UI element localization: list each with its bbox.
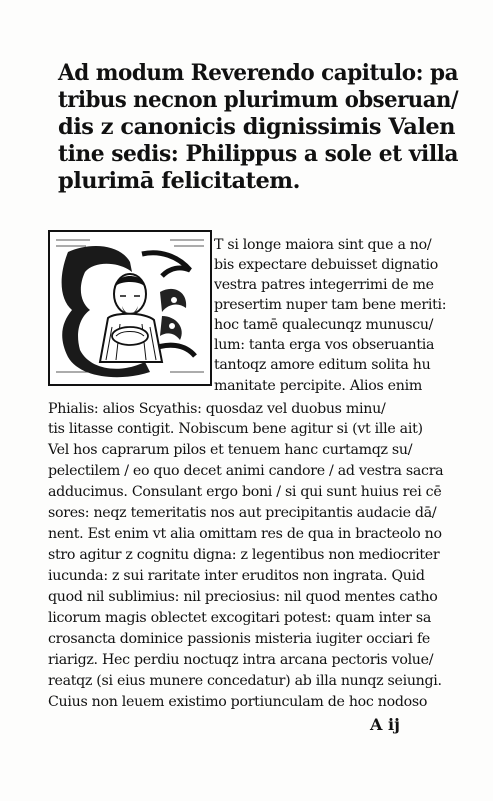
heading-line: dis z canonicis dignissimis Valen <box>58 114 456 140</box>
heading-line: Ad modum Reverendo capitulo: pa <box>58 60 459 86</box>
body-line: reatqz (si eius munere concedatur) ab illa nunqz seiungi. <box>48 673 442 689</box>
heading-line: tine sedis: Philippus a sole et villa <box>58 141 459 167</box>
dedication-heading <box>58 60 458 195</box>
body-line: manitate percipite. Alios enim <box>214 378 423 394</box>
body-line: adducimus. Consulant ergo boni / si qui sunt huius rei cē <box>48 484 442 500</box>
heading-line: tribus necnon plurimum obseruan/ <box>58 87 459 113</box>
body-line: licorum magis oblectet excogitari potest: quam inter sa <box>48 610 432 626</box>
body-line: pelectilem / eo quo decet animi candore / ad vestra sacra <box>48 463 444 479</box>
body-line: crosancta dominice passionis misteria iugiter occiari fe <box>48 631 430 647</box>
body-line: hoc tamē qualecunqz munuscu/ <box>214 317 434 333</box>
body-line: Cuius non leuem existimo portiunculam de hoc nodoso <box>48 694 428 710</box>
body-line: nent. Est enim vt alia omittam res de qua in bracteolo no <box>48 526 442 542</box>
body-line: bis expectare debuisset dignatio <box>214 257 438 273</box>
body-line: stro agitur z cognitu digna: z legentibus non mediocriter <box>48 547 440 563</box>
heading-line: plurimā felicitatem. <box>58 168 300 194</box>
body-line: lum: tanta erga vos obseruantia <box>214 337 435 353</box>
decorated-initial <box>48 230 212 386</box>
body-line: presertim nuper tam bene meriti: <box>214 297 447 313</box>
body-line: tis litasse contigit. Nobiscum bene agitur si (vt ille ait) <box>48 421 423 437</box>
woodcut-initial-illustration <box>50 232 210 384</box>
body-line: vestra patres integerrimi de me <box>214 277 434 293</box>
body-line: tantoqz amore editum solita hu <box>214 357 431 373</box>
body-line: Vel hos caprarum pilos et tenuem hanc curtamqz su/ <box>48 442 413 458</box>
body-line: T si longe maiora sint que a no/ <box>214 237 432 253</box>
body-line: iucunda: z sui raritate inter eruditos non ingrata. Quid <box>48 568 425 584</box>
body-line: Phialis: alios Scyathis: quosdaz vel duobus minu/ <box>48 401 386 417</box>
body-line: sores: neqz temeritatis nos aut precipitantis audacie dā/ <box>48 505 437 521</box>
body-line: riarigz. Hec perdiu noctuqz intra arcana pectoris volue/ <box>48 652 434 668</box>
signature-mark: A ij <box>370 715 400 734</box>
body-line: quod nil sublimius: nil preciosius: nil quod mentes catho <box>48 589 438 605</box>
